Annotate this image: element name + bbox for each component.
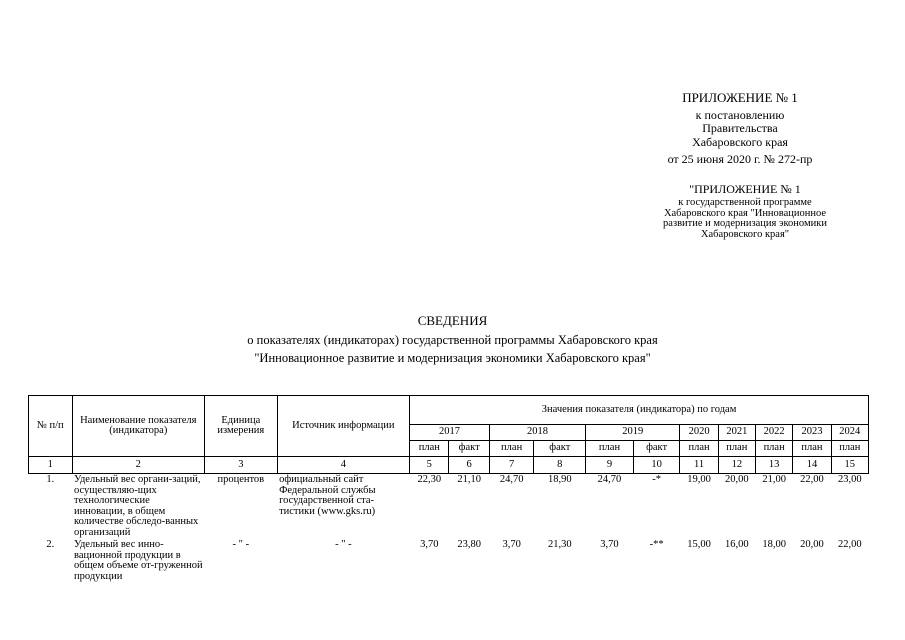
row-unit: процентов [217,474,265,485]
column-number: 3 [205,457,278,474]
column-number: 15 [831,457,868,474]
column-number: 9 [586,457,634,474]
row-value: 22,00 [837,539,862,550]
row-value: -** [649,539,664,550]
column-number: 13 [756,457,793,474]
table-row [29,539,869,583]
row-value: 16,00 [725,539,749,550]
column-number: 2 [72,457,205,474]
column-number: 4 [277,457,410,474]
column-number: 14 [793,457,831,474]
header-plan: план [586,441,634,457]
row-name: Удельный вес инно-вационной продукции в общем объеме от-груженной продукции [74,539,203,582]
appendix-2-line: к государственной программе [678,197,812,209]
appendix-2-block [640,183,850,240]
header-plan: план [756,441,793,457]
column-number: 10 [633,457,680,474]
row-source: официальный сайт Федеральной службы государственной ста-тистики (www.gks.ru) [279,474,376,517]
column-number: 8 [534,457,586,474]
appendix-2-line: развитие и модернизация экономики [663,218,827,230]
header-num: № п/п [29,396,73,457]
column-number: 12 [718,457,755,474]
appendix-1-line: к постановлению [695,108,785,123]
indicators-table [28,395,869,583]
row-value: 24,70 [499,474,524,485]
header-year: 2018 [489,425,585,441]
header-plan: план [489,441,534,457]
row-num: 1. [46,474,55,485]
row-source: - " - [335,539,352,550]
appendix-2-line: Хабаровского края "Инновационное [663,207,827,219]
header-year: 2019 [586,425,680,441]
header-year: 2023 [793,425,831,441]
row-unit: - " - [232,539,250,550]
row-value: 3,70 [502,539,521,550]
header-name: Наименование показателя (индикатора) [72,396,205,457]
heading-subtitle: о показателях (индикаторах) государственной программы Хабаровского края [247,333,658,347]
row-value: 20,00 [725,474,749,485]
column-number: 11 [680,457,718,474]
table-row [29,474,869,540]
appendix-1-block [640,91,840,166]
row-value: 23,80 [457,539,481,550]
header-values: Значения показателя (индикатора) по годам [410,396,869,425]
header-plan: план [793,441,831,457]
header-plan: план [831,441,868,457]
column-number: 6 [449,457,489,474]
header-fact: факт [633,441,680,457]
header-year: 2020 [680,425,718,441]
row-value: 15,00 [687,539,711,550]
row-value: 3,70 [600,539,619,550]
header-unit: Единица измерения [205,396,278,457]
header-source: Источник информации [277,396,410,457]
appendix-2-line: Хабаровского края" [700,228,790,240]
header-plan: план [410,441,449,457]
row-value: 24,70 [597,474,622,485]
row-value: 19,00 [687,474,711,485]
appendix-2-title: "ПРИЛОЖЕНИЕ № 1 [689,182,801,196]
appendix-1-line: Правительства [702,121,778,136]
row-value: 23,00 [837,474,862,485]
row-value: 20,00 [800,539,824,550]
column-number: 7 [489,457,534,474]
header-year: 2021 [718,425,755,441]
row-value: 21,30 [547,539,572,550]
row-value: -* [652,474,661,485]
header-plan: план [680,441,718,457]
column-number: 5 [410,457,449,474]
header-fact: факт [534,441,586,457]
heading-subtitle: "Инновационное развитие и модернизация экономики Хабаровского края" [254,351,651,366]
appendix-1-date: от 25 июня 2020 г. № 272-пр [667,151,813,166]
row-value: 21,10 [457,474,481,485]
row-value: 22,30 [417,474,442,485]
header-year: 2022 [756,425,793,441]
column-number: 1 [29,457,73,474]
row-name: Удельный вес органи-заций, осуществляю-щих технологические инновации, в общем количестве обследо-ванных организаций [74,474,201,538]
heading-title: СВЕДЕНИЯ [417,313,488,328]
appendix-1-title: ПРИЛОЖЕНИЕ № 1 [682,90,798,105]
document-heading [0,313,905,365]
row-num: 2. [46,539,55,550]
header-fact: факт [449,441,489,457]
row-value: 21,00 [762,474,786,485]
header-plan: план [718,441,755,457]
appendix-1-line: Хабаровского края [692,134,788,149]
column-numbers-row [29,457,869,474]
row-value: 3,70 [420,539,439,550]
header-year: 2017 [410,425,490,441]
row-value: 18,90 [547,474,572,485]
header-year: 2024 [831,425,868,441]
row-value: 22,00 [800,474,824,485]
row-value: 18,00 [762,539,786,550]
